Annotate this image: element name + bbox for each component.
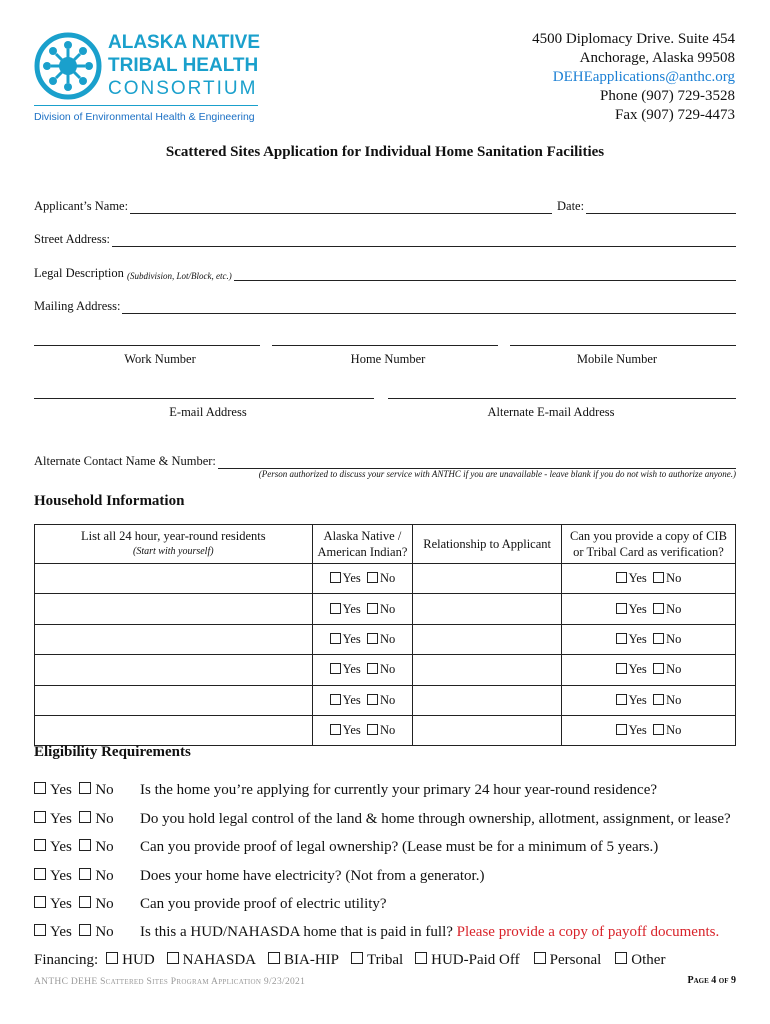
checkbox-icon[interactable] xyxy=(534,952,546,964)
cib-no: No xyxy=(666,571,682,586)
native-no: No xyxy=(380,723,396,738)
relationship-cell[interactable] xyxy=(413,564,562,594)
financing-option-label: BIA-HIP xyxy=(284,952,340,968)
no-label: No xyxy=(95,811,114,827)
resident-name-cell[interactable] xyxy=(35,655,313,685)
page-title: Scattered Sites Application for Individual Home Sanitation Facilities xyxy=(165,144,605,160)
street-address-field[interactable] xyxy=(34,232,736,247)
resident-name-cell[interactable] xyxy=(35,685,313,715)
no-label: No xyxy=(95,924,114,940)
col-residents-sub: (Start with yourself) xyxy=(133,546,214,557)
relationship-cell[interactable] xyxy=(413,655,562,685)
page-number: Page 4 of 9 xyxy=(687,975,736,986)
table-row xyxy=(35,624,736,654)
financing-row xyxy=(34,952,665,969)
mailing-address-label: Mailing Address: xyxy=(34,299,121,313)
anthc-emblem-icon xyxy=(34,32,102,100)
cib-no: No xyxy=(666,723,682,738)
native-yes: Yes xyxy=(342,601,361,616)
col-cib-line2: or Tribal Card as verification? xyxy=(573,545,724,559)
applicant-name-label: Applicant’s Name: xyxy=(34,199,129,213)
checkbox-icon[interactable] xyxy=(367,572,378,583)
logo-line-2: TRIBAL HEALTH xyxy=(108,55,259,76)
checkbox-icon[interactable] xyxy=(79,811,91,823)
logo-line-1: ALASKA NATIVE xyxy=(108,32,260,53)
payoff-note: Please provide a copy of payoff documents. xyxy=(456,924,720,940)
col-residents-label: List all 24 hour, year-round residents xyxy=(80,529,266,543)
yes-label: Yes xyxy=(50,839,72,855)
yes-label: Yes xyxy=(50,811,72,827)
alaska-native-cell xyxy=(312,655,413,685)
contact-phone: Phone (907) 729-3528 xyxy=(600,88,735,104)
eligibility-question xyxy=(34,839,658,856)
native-no: No xyxy=(380,692,396,707)
financing-option[interactable] xyxy=(534,952,602,969)
logo-line-3: CONSORTIUM xyxy=(108,78,258,99)
cib-cell xyxy=(561,624,735,654)
checkbox-icon[interactable] xyxy=(615,952,627,964)
checkbox-icon[interactable] xyxy=(330,603,341,614)
checkbox-icon[interactable] xyxy=(330,663,341,674)
col-cib-line1: Can you provide a copy of CIB xyxy=(570,529,727,543)
date-label: Date: xyxy=(557,199,585,213)
financing-option[interactable] xyxy=(167,952,256,969)
checkbox-icon[interactable] xyxy=(367,663,378,674)
home-number-label: Home Number xyxy=(350,352,426,366)
date-field[interactable] xyxy=(557,199,736,214)
col-residents xyxy=(35,525,313,564)
alt-contact-label: Alternate Contact Name & Number: xyxy=(34,454,216,468)
mailing-address-field[interactable] xyxy=(34,299,736,314)
yes-label: Yes xyxy=(50,868,72,884)
contact-email-link[interactable]: DEHEapplications@anthc.org xyxy=(552,69,735,85)
question-text: Do you hold legal control of the land & home through ownership, allotment, assignment, or lease? xyxy=(140,811,731,827)
resident-name-cell[interactable] xyxy=(35,624,313,654)
native-no: No xyxy=(380,662,396,677)
relationship-cell[interactable] xyxy=(413,594,562,624)
no-label: No xyxy=(95,782,114,798)
alaska-native-cell xyxy=(312,564,413,594)
address-street: 4500 Diplomacy Drive. Suite 454 xyxy=(532,31,735,47)
checkbox-icon[interactable] xyxy=(330,694,341,705)
work-number-field[interactable] xyxy=(34,345,260,346)
street-address-label: Street Address: xyxy=(34,232,111,246)
table-row xyxy=(35,594,736,624)
checkbox-icon[interactable] xyxy=(616,633,627,644)
mobile-number-field[interactable] xyxy=(510,345,736,346)
checkbox-icon[interactable] xyxy=(34,811,46,823)
financing-option[interactable] xyxy=(268,952,339,969)
table-row xyxy=(35,715,736,745)
applicant-name-field[interactable] xyxy=(34,199,552,214)
cib-yes: Yes xyxy=(628,601,647,616)
col-relationship xyxy=(413,525,562,564)
alt-contact-field[interactable] xyxy=(34,454,736,469)
resident-name-cell[interactable] xyxy=(35,715,313,745)
financing-option-label: HUD xyxy=(122,952,155,968)
legal-description-field[interactable] xyxy=(34,266,736,281)
cib-no: No xyxy=(666,692,682,707)
household-heading: Household Information xyxy=(34,493,185,509)
household-table-header xyxy=(35,525,736,564)
table-row xyxy=(35,685,736,715)
household-table xyxy=(34,524,736,746)
email-address-field[interactable] xyxy=(34,398,374,399)
checkbox-icon[interactable] xyxy=(616,724,627,735)
checkbox-icon[interactable] xyxy=(330,724,341,735)
native-yes: Yes xyxy=(342,571,361,586)
alt-email-field[interactable] xyxy=(388,398,736,399)
cib-yes: Yes xyxy=(628,723,647,738)
checkbox-icon[interactable] xyxy=(34,868,46,880)
checkbox-icon[interactable] xyxy=(167,952,179,964)
col-cib xyxy=(561,525,735,564)
native-yes: Yes xyxy=(342,662,361,677)
checkbox-icon[interactable] xyxy=(616,694,627,705)
checkbox-icon[interactable] xyxy=(34,924,46,936)
cib-no: No xyxy=(666,631,682,646)
yes-label: Yes xyxy=(50,782,72,798)
financing-option-label: Tribal xyxy=(367,952,404,968)
checkbox-icon[interactable] xyxy=(330,572,341,583)
native-yes: Yes xyxy=(342,631,361,646)
relationship-cell[interactable] xyxy=(413,685,562,715)
financing-option[interactable] xyxy=(351,952,403,969)
question-text: Can you provide proof of legal ownership? (Lease must be for a minimum of 5 years.) xyxy=(140,839,659,855)
question-text: Can you provide proof of electric utility? xyxy=(140,896,387,912)
alaska-native-cell xyxy=(312,685,413,715)
cib-cell xyxy=(561,655,735,685)
cib-cell xyxy=(561,715,735,745)
mobile-number-label: Mobile Number xyxy=(576,352,658,366)
checkbox-icon[interactable] xyxy=(79,782,91,794)
no-label: No xyxy=(95,896,114,912)
checkbox-icon[interactable] xyxy=(653,663,664,674)
checkbox-icon[interactable] xyxy=(79,868,91,880)
home-number-field[interactable] xyxy=(272,345,498,346)
cib-yes: Yes xyxy=(628,662,647,677)
financing-option-label: NAHASDA xyxy=(182,952,257,968)
cib-cell xyxy=(561,564,735,594)
checkbox-icon[interactable] xyxy=(79,896,91,908)
native-yes: Yes xyxy=(342,692,361,707)
checkbox-icon[interactable] xyxy=(367,724,378,735)
checkbox-icon[interactable] xyxy=(616,572,627,583)
native-no: No xyxy=(380,571,396,586)
financing-option-label: HUD-Paid Off xyxy=(431,952,520,968)
checkbox-icon[interactable] xyxy=(351,952,363,964)
cib-yes: Yes xyxy=(628,692,647,707)
resident-name-cell[interactable] xyxy=(35,564,313,594)
checkbox-icon[interactable] xyxy=(330,633,341,644)
relationship-cell[interactable] xyxy=(413,715,562,745)
yes-label: Yes xyxy=(50,924,72,940)
native-yes: Yes xyxy=(342,723,361,738)
cib-yes: Yes xyxy=(628,631,647,646)
footer-doc-id: ANTHC DEHE Scattered Sites Program Application 9/23/2021 xyxy=(34,977,306,987)
question-text: Does your home have electricity? (Not from a generator.) xyxy=(140,868,485,884)
cib-cell xyxy=(561,594,735,624)
financing-option-label: Other xyxy=(631,952,666,968)
cib-yes: Yes xyxy=(628,571,647,586)
alaska-native-cell xyxy=(312,624,413,654)
cib-cell xyxy=(561,685,735,715)
checkbox-icon[interactable] xyxy=(367,694,378,705)
native-no: No xyxy=(380,601,396,616)
contact-fax: Fax (907) 729-4473 xyxy=(615,107,735,123)
address-block xyxy=(532,30,735,125)
checkbox-icon[interactable] xyxy=(653,694,664,705)
checkbox-icon[interactable] xyxy=(268,952,280,964)
alt-contact-note: (Person authorized to discuss your service with ANTHC if you are unavailable - leave blank if you do not wish to authorize anyone.) xyxy=(258,469,736,479)
table-row xyxy=(35,655,736,685)
checkbox-icon[interactable] xyxy=(653,603,664,614)
eligibility-heading: Eligibility Requirements xyxy=(34,744,191,760)
cib-no: No xyxy=(666,662,682,677)
legal-description-hint: (Subdivision, Lot/Block, etc.) xyxy=(127,271,232,281)
col-alaska-native-line1: Alaska Native / xyxy=(323,529,402,543)
logo-divider xyxy=(34,105,258,106)
col-alaska-native-line2: American Indian? xyxy=(317,545,408,559)
email-address-label: E-mail Address xyxy=(169,405,247,419)
cib-no: No xyxy=(666,601,682,616)
alt-email-label: Alternate E-mail Address xyxy=(487,405,615,419)
checkbox-icon[interactable] xyxy=(653,724,664,735)
alaska-native-cell xyxy=(312,594,413,624)
checkbox-icon[interactable] xyxy=(367,603,378,614)
eligibility-question xyxy=(34,896,387,913)
logo xyxy=(34,30,264,128)
native-no: No xyxy=(380,631,396,646)
financing-option[interactable] xyxy=(615,952,665,969)
no-label: No xyxy=(95,839,114,855)
alaska-native-cell xyxy=(312,715,413,745)
table-row xyxy=(35,564,736,594)
checkbox-icon[interactable] xyxy=(616,663,627,674)
division-name: Division of Environmental Health & Engineering xyxy=(34,111,255,123)
checkbox-icon[interactable] xyxy=(415,952,427,964)
eligibility-question xyxy=(34,924,719,941)
checkbox-icon[interactable] xyxy=(34,782,46,794)
checkbox-icon[interactable] xyxy=(34,839,46,851)
address-city: Anchorage, Alaska 99508 xyxy=(579,50,735,66)
no-label: No xyxy=(95,868,114,884)
checkbox-icon[interactable] xyxy=(79,924,91,936)
question-text: Is the home you’re applying for currently your primary 24 hour year-round residence? xyxy=(140,782,658,798)
checkbox-icon[interactable] xyxy=(79,839,91,851)
eligibility-question xyxy=(34,868,484,885)
financing-option[interactable] xyxy=(415,952,519,969)
checkbox-icon[interactable] xyxy=(616,603,627,614)
resident-name-cell[interactable] xyxy=(35,594,313,624)
checkbox-icon[interactable] xyxy=(653,572,664,583)
checkbox-icon[interactable] xyxy=(34,896,46,908)
col-relationship-label: Relationship to Applicant xyxy=(423,537,551,551)
relationship-cell[interactable] xyxy=(413,624,562,654)
col-alaska-native xyxy=(312,525,413,564)
checkbox-icon[interactable] xyxy=(367,633,378,644)
checkbox-icon[interactable] xyxy=(653,633,664,644)
financing-label: Financing: xyxy=(34,952,99,968)
work-number-label: Work Number xyxy=(124,352,196,366)
checkbox-icon[interactable] xyxy=(106,952,118,964)
eligibility-question xyxy=(34,782,657,799)
question-text: Is this a HUD/NAHASDA home that is paid in full? xyxy=(140,924,453,940)
yes-label: Yes xyxy=(50,896,72,912)
legal-description-label: Legal Description xyxy=(34,266,124,280)
financing-option[interactable] xyxy=(106,952,155,969)
financing-option-label: Personal xyxy=(549,952,602,968)
eligibility-question xyxy=(34,811,731,828)
